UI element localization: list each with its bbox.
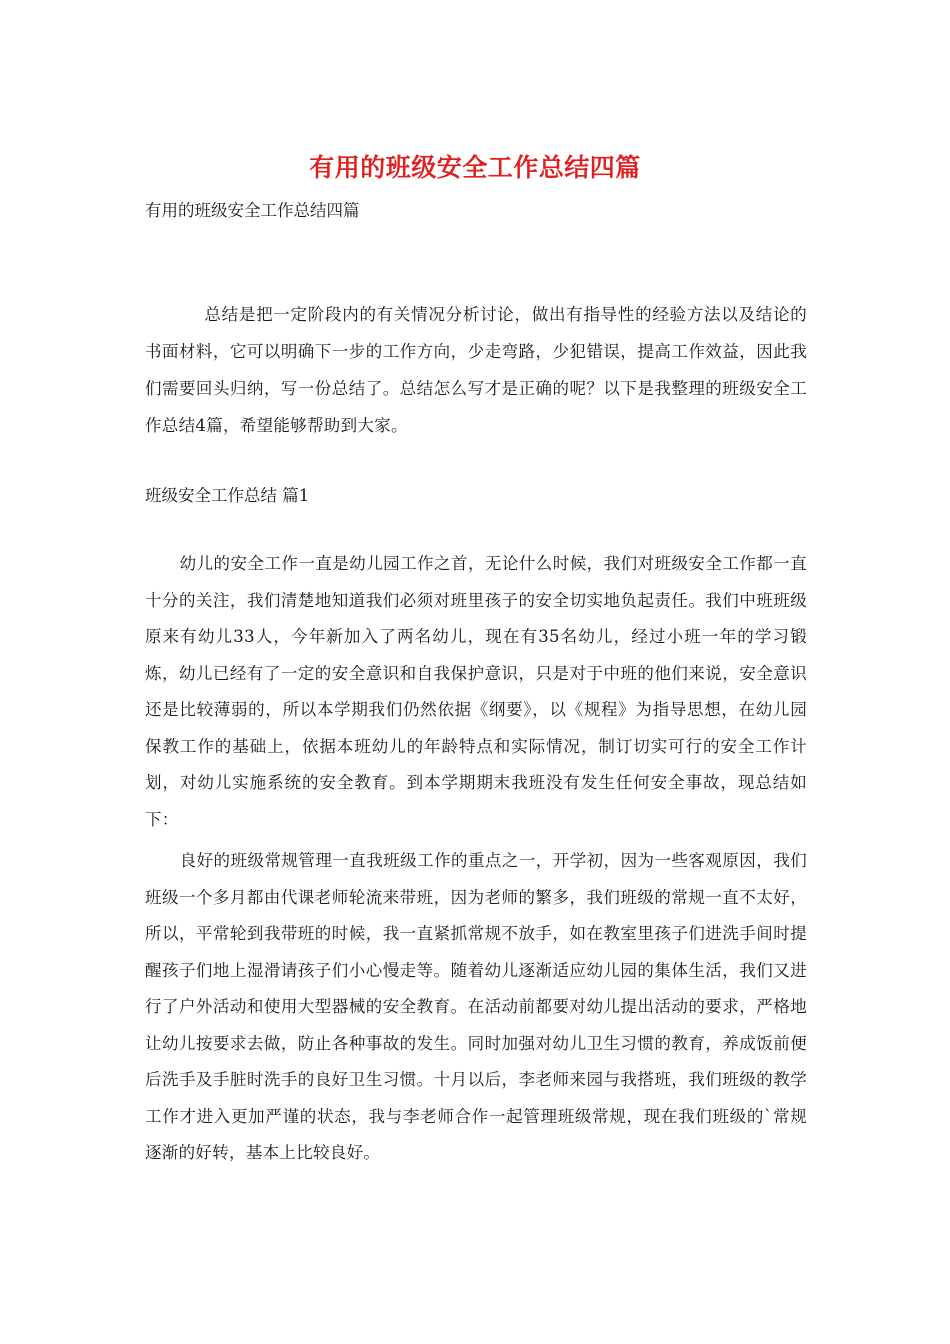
section-heading: 班级安全工作总结 篇1: [145, 486, 310, 505]
body-paragraph: 良好的班级常规管理一直我班级工作的重点之一，开学初，因为一些客观原因，我们班级一个多月都由代课老师轮流来带班，因为老师的繁多，我们班级的常规一直不太好，所以，平常轮到我带班的时候，我一直紧抓常规不放手，如在教室里孩子们进洗手间时提醒孩子们地上湿滑请孩子们小心慢走等。随着幼儿逐渐适应幼儿园的集体生活，我们又进行了户外活动和使用大型器械的安全教育。在活动前都要对幼儿提出活动的要求，严格地让幼儿按要求去做，防止各种事故的发生。同时加强对幼儿卫生习惯的教育，养成饭前便后洗手及手脏时洗手的良好卫生习惯。十月以后，李老师来园与我搭班，我们班级的教学工作才进入更加严谨的状态，我与李老师合作一起管理班级常规，现在我们班级的`常规逐渐的好转，基本上比较良好。: [145, 851, 807, 1162]
intro-paragraph: 总结是把一定阶段内的有关情况分析讨论，做出有指导性的经验方法以及结论的书面材料，它可以明确下一步的工作方向，少走弯路，少犯错误，提高工作效益，因此我们需要回头归纳，写一份总结了。总结怎么写才是正确的呢？以下是我整理的班级安全工作总结4篇，希望能够帮助到大家。: [145, 305, 807, 435]
document-subtitle: 有用的班级安全工作总结四篇: [145, 201, 360, 220]
document-title: 有用的班级安全工作总结四篇: [309, 153, 641, 182]
body-paragraph: 幼儿的安全工作一直是幼儿园工作之首，无论什么时候，我们对班级安全工作都一直十分的关注，我们清楚地知道我们必须对班里孩子的安全切实地负起责任。我们中班班级原来有幼儿33人，今年新加入了两名幼儿，现在有35名幼儿，经过小班一年的学习锻炼，幼儿已经有了一定的安全意识和自我保护意识，只是对于中班的他们来说，安全意识还是比较薄弱的，所以本学期我们仍然依据《纲要》，以《规程》为指导思想，在幼儿园保教工作的基础上，依据本班幼儿的年龄特点和实际情况，制订切实可行的安全工作计划，对幼儿实施系统的安全教育。到本学期期末我班没有发生任何安全事故，现总结如下：: [145, 554, 807, 829]
